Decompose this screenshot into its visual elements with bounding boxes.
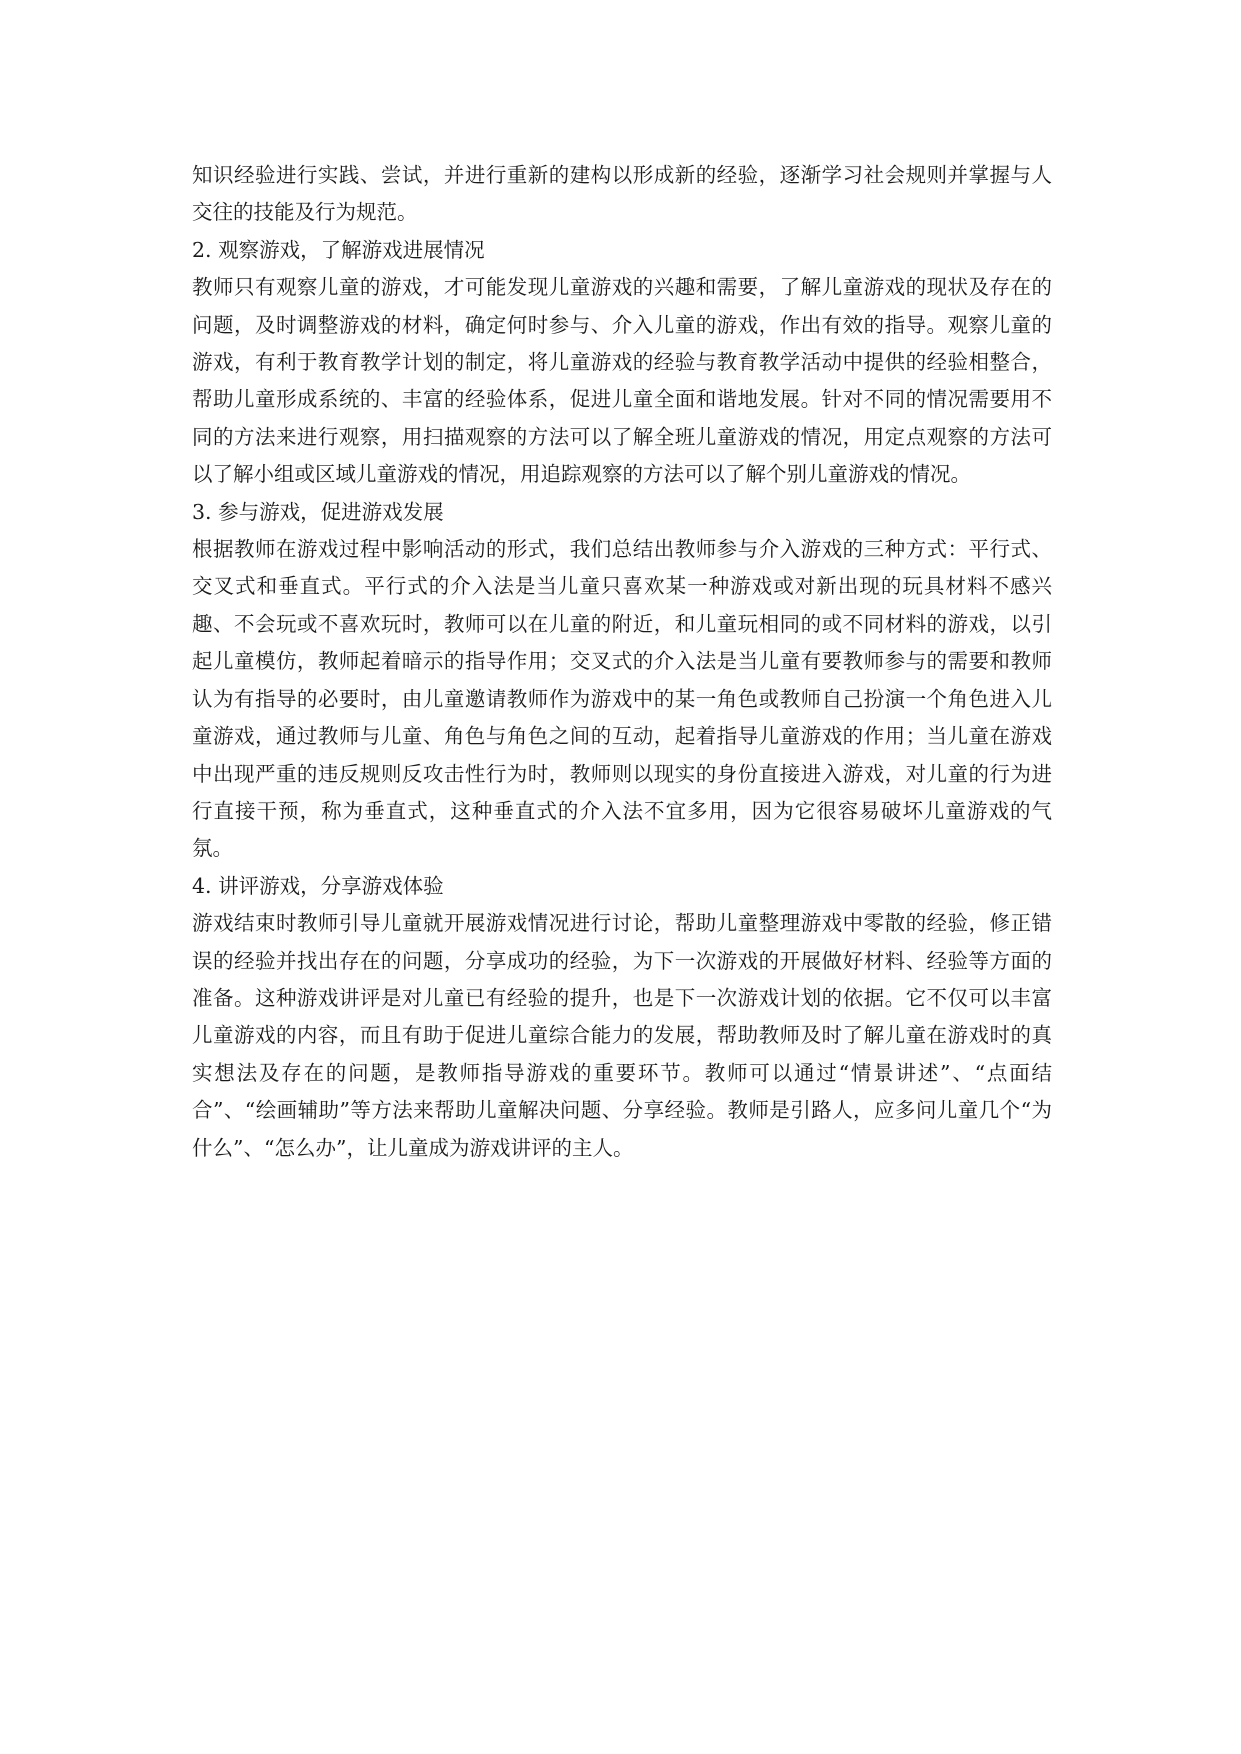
section-heading-participate: 3. 参与游戏，促进游戏发展 bbox=[192, 499, 444, 524]
section-heading-review: 4. 讲评游戏，分享游戏体验 bbox=[192, 873, 444, 898]
paragraph-observe: 教师只有观察儿童的游戏，才可能发现儿童游戏的兴趣和需要，了解儿童游戏的现状及存在的问题，及时调整游戏的材料，确定何时参与、介入儿童的游戏，作出有效的指导。观察儿童的游戏，有利于教育教学计划的制定，将儿童游戏的经验与教育教学活动中提供的经验相整合，帮助儿童形成系统的、丰富的经验体系，促进儿童全面和谐地发展。针对不同的情况需要用不同的方法来进行观察，用扫描观察的方法可以了解全班儿童游戏的情况，用定点观察的方法可以了解小组或区域儿童游戏的情况，用追踪观察的方法可以了解个别儿童游戏的情况。 bbox=[192, 275, 1052, 487]
paragraph-review: 游戏结束时教师引导儿童就开展游戏情况进行讨论，帮助儿童整理游戏中零散的经验，修正错误的经验并找出存在的问题，分享成功的经验，为下一次游戏的开展做好材料、经验等方面的准备。这种游戏讲评是对儿童已有经验的提升，也是下一次游戏计划的依据。它不仅可以丰富儿童游戏的内容，而且有助于促进儿童综合能力的发展，帮助教师及时了解儿童在游戏时的真实想法及存在的问题，是教师指导游戏的重要环节。教师可以通过“情景讲述”、“点面结合”、“绘画辅助”等方法来帮助儿童解决问题、分享经验。教师是引路人，应多问儿童几个“为什么”、“怎么办”，让儿童成为游戏讲评的主人。 bbox=[192, 911, 1052, 1160]
paragraph-participate: 根据教师在游戏过程中影响活动的形式，我们总结出教师参与介入游戏的三种方式：平行式、交叉式和垂直式。平行式的介入法是当儿童只喜欢某一种游戏或对新出现的玩具材料不感兴趣、不会玩或不喜欢玩时，教师可以在儿童的附近，和儿童玩相同的或不同材料的游戏，以引起儿童模仿，教师起着暗示的指导作用；交叉式的介入法是当儿童有要教师参与的需要和教师认为有指导的必要时，由儿童邀请教师作为游戏中的某一角色或教师自己扮演一个角色进入儿童游戏，通过教师与儿童、角色与角色之间的互动，起着指导儿童游戏的作用；当儿童在游戏中出现严重的违反规则反攻击性行为时，教师则以现实的身份直接进入游戏，对儿童的行为进行直接干预，称为垂直式，这种垂直式的介入法不宜多用，因为它很容易破坏儿童游戏的气氛。 bbox=[192, 537, 1052, 861]
paragraph-continuation: 知识经验进行实践、尝试，并进行重新的建构以形成新的经验，逐渐学习社会规则并掌握与人交往的技能及行为规范。 bbox=[192, 163, 1052, 225]
section-heading-observe: 2. 观察游戏，了解游戏进展情况 bbox=[192, 237, 485, 262]
document-body bbox=[192, 157, 1052, 1167]
